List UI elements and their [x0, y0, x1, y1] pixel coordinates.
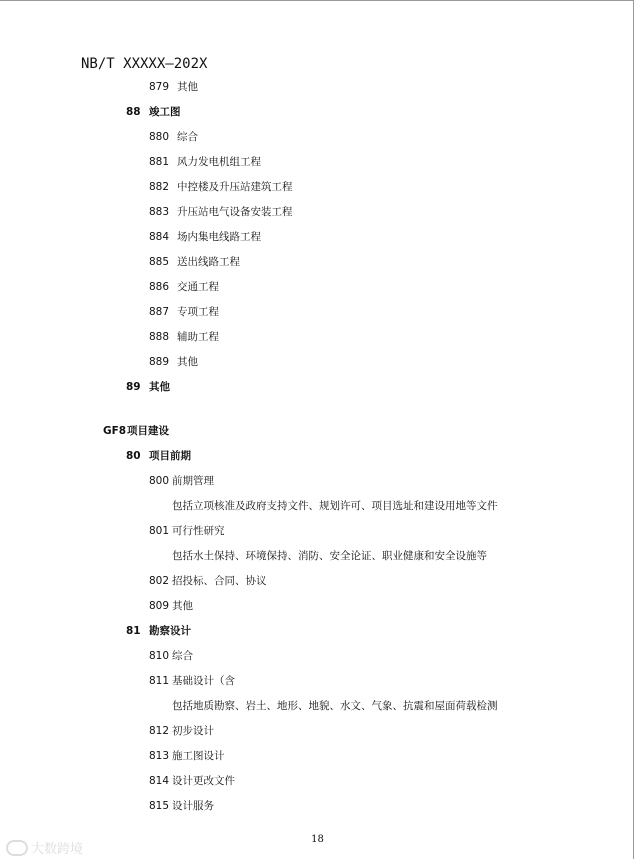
item-code: 814: [149, 775, 170, 787]
item-code: 812: [149, 725, 170, 737]
item-code: 880: [149, 131, 170, 143]
item-code: 800: [149, 475, 170, 487]
item-title: 升压站电气设备安装工程: [177, 206, 293, 218]
item-title: 竣工图: [149, 106, 181, 118]
list-item: [0, 325, 635, 350]
item-title: 勘察设计: [149, 625, 191, 637]
item-title: 项目前期: [149, 450, 191, 462]
list-item: [0, 200, 635, 225]
item-title: 可行性研究: [172, 525, 225, 537]
item-description: [0, 544, 635, 569]
item-title: 招投标、合同、协议: [172, 575, 267, 587]
watermark: [6, 838, 83, 857]
item-code: 879: [149, 81, 170, 93]
item-title: 风力发电机组工程: [177, 156, 261, 168]
item-code: 88: [126, 106, 141, 118]
list-item: [0, 275, 635, 300]
item-title: 其他: [149, 381, 170, 393]
item-title: 基础设计（含: [172, 675, 235, 687]
item-code: 801: [149, 525, 170, 537]
list-item: [0, 769, 635, 794]
item-code: 813: [149, 750, 170, 762]
item-title: 综合: [172, 650, 193, 662]
list-item: [0, 100, 635, 125]
item-title: 专项工程: [177, 306, 219, 318]
item-title: 其他: [177, 81, 198, 93]
item-title: 施工图设计: [172, 750, 225, 762]
item-code: 811: [149, 675, 170, 687]
list-item: [0, 75, 635, 100]
item-code: 882: [149, 181, 170, 193]
item-title: 设计更改文件: [172, 775, 235, 787]
item-code: 888: [149, 331, 170, 343]
item-code: 809: [149, 600, 170, 612]
item-code: 889: [149, 356, 170, 368]
item-title: 送出线路工程: [177, 256, 240, 268]
item-description: [0, 694, 635, 719]
list-item: [0, 444, 635, 469]
list-item: [0, 619, 635, 644]
item-title: 前期管理: [172, 475, 214, 487]
item-code: 810: [149, 650, 170, 662]
list-item: [0, 719, 635, 744]
item-title: 设计服务: [172, 800, 214, 812]
classification-list: [0, 75, 635, 819]
list-item: [0, 375, 635, 400]
page-number: 18: [311, 834, 324, 845]
item-code: 887: [149, 306, 170, 318]
item-title: 包括水土保持、环境保持、消防、安全论证、职业健康和安全设施等: [172, 550, 487, 562]
item-title: 包括地质勘察、岩土、地形、地貌、水文、气象、抗震和屋面荷载检测: [172, 700, 498, 712]
list-item: [0, 794, 635, 819]
item-code: 884: [149, 231, 170, 243]
item-title: 其他: [172, 600, 193, 612]
list-item: [0, 225, 635, 250]
item-title: 项目建设: [127, 425, 169, 437]
item-code: 883: [149, 206, 170, 218]
item-code: 815: [149, 800, 170, 812]
item-code: 802: [149, 575, 170, 587]
list-item: [0, 469, 635, 494]
item-title: 初步设计: [172, 725, 214, 737]
list-item: [0, 250, 635, 275]
list-item: [0, 419, 635, 444]
watermark-logo-icon: [6, 840, 28, 856]
document-header: NB/T XXXXX—202X: [81, 56, 208, 72]
list-item: [0, 669, 635, 694]
item-title: 场内集电线路工程: [177, 231, 261, 243]
item-code: 80: [126, 450, 141, 462]
list-item: [0, 125, 635, 150]
watermark-text: 大数跨境: [31, 842, 84, 857]
item-title: 包括立项核准及政府支持文件、规划许可、项目选址和建设用地等文件: [172, 500, 498, 512]
item-title: 综合: [177, 131, 198, 143]
list-item: [0, 569, 635, 594]
list-item: [0, 744, 635, 769]
item-title: 辅助工程: [177, 331, 219, 343]
item-code: 885: [149, 256, 170, 268]
item-code: 886: [149, 281, 170, 293]
list-item: [0, 150, 635, 175]
item-description: [0, 494, 635, 519]
item-code: 89: [126, 381, 141, 393]
item-code: 81: [126, 625, 141, 637]
item-title: 其他: [177, 356, 198, 368]
list-item: [0, 644, 635, 669]
item-code: GF8: [103, 425, 127, 437]
list-item: [0, 350, 635, 375]
item-title: 交通工程: [177, 281, 219, 293]
list-item: [0, 519, 635, 544]
list-item: [0, 594, 635, 619]
item-title: 中控楼及升压站建筑工程: [177, 181, 293, 193]
item-code: 881: [149, 156, 170, 168]
list-item: [0, 175, 635, 200]
list-item: [0, 300, 635, 325]
